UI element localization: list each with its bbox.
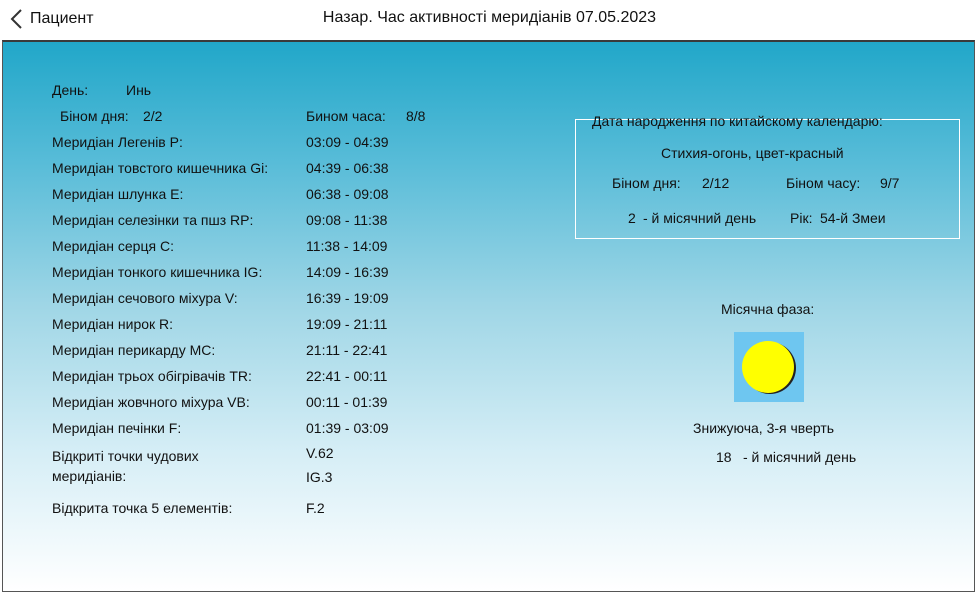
cc-binom-day-label: Біном дня: xyxy=(612,175,681,191)
meridian-time: 00:11 - 01:39 xyxy=(306,394,388,410)
binom-hour-value: 8/8 xyxy=(406,108,426,124)
binom-hour-label: Бином часа: xyxy=(306,108,386,124)
title-bar xyxy=(0,0,979,40)
meridian-name: Меридіан печінки F: xyxy=(52,420,182,436)
moon-icon xyxy=(734,332,804,402)
meridian-time: 11:38 - 14:09 xyxy=(306,238,388,254)
moon-phase-text: Знижуюча, 3-я чверть xyxy=(693,420,835,436)
open-point-value: V.62 xyxy=(306,445,334,461)
open-points-label-cont: меридіанів: xyxy=(52,468,127,484)
meridian-name: Меридіан серця C: xyxy=(52,238,174,254)
meridian-name: Меридіан шлунка Е: xyxy=(52,186,184,202)
meridian-time: 21:11 - 22:41 xyxy=(306,342,388,358)
chinese-calendar-legend: Дата народження по китайскому календарю: xyxy=(592,113,883,129)
open-points-label: Відкриті точки чудових xyxy=(52,448,199,464)
cc-binom-day-value: 2/12 xyxy=(702,175,730,191)
binom-day-label: Біном дня: xyxy=(60,108,129,124)
main-panel xyxy=(2,40,975,592)
meridian-name: Меридіан жовчного міхура VB: xyxy=(52,394,250,410)
meridian-name: Меридіан перикарду MC: xyxy=(52,342,216,358)
meridian-time: 09:08 - 11:38 xyxy=(306,212,388,228)
meridian-name: Меридіан товстого кишечника Gi: xyxy=(52,160,269,176)
meridian-time: 16:39 - 19:09 xyxy=(306,290,389,306)
five-elements-label: Відкрита точка 5 елементів: xyxy=(52,500,233,516)
moon-lunar-day-suffix: - й місячний день xyxy=(743,449,857,465)
cc-lunar-day-suffix: - й місячний день xyxy=(643,210,757,226)
meridian-name: Меридіан тонкого кишечника IG: xyxy=(52,264,263,280)
meridian-time: 14:09 - 16:39 xyxy=(306,264,389,280)
meridian-time: 06:38 - 09:08 xyxy=(306,186,389,202)
moon-phase-image xyxy=(734,332,804,402)
moon-phase-label: Місячна фаза: xyxy=(721,301,815,317)
page-title: Назар. Час активності меридіанів 07.05.2023 xyxy=(322,9,657,26)
moon-lunar-day-number: 18 xyxy=(716,449,732,465)
element-text: Стихия-огонь, цвет-красный xyxy=(661,145,844,161)
day-label: День: xyxy=(52,82,89,98)
five-elements-value: F.2 xyxy=(306,500,325,516)
cc-year-label: Рік: xyxy=(790,210,813,226)
meridian-name: Меридіан трьох обігрівачів TR: xyxy=(52,368,252,384)
meridian-time: 01:39 - 03:09 xyxy=(306,420,389,436)
meridian-name: Меридіан нирок R: xyxy=(52,316,174,332)
cc-binom-hour-label: Біном часу: xyxy=(786,175,861,191)
cc-lunar-day-number: 2 xyxy=(628,210,636,226)
cc-binom-hour-value: 9/7 xyxy=(880,175,900,191)
binom-day-value: 2/2 xyxy=(143,108,163,124)
meridian-time: 04:39 - 06:38 xyxy=(306,160,389,176)
cc-year-value: 54-й Змеи xyxy=(820,210,886,226)
meridian-name: Меридіан сечового міхура V: xyxy=(52,290,238,306)
meridian-name: Меридіан селезінки та пшз RP: xyxy=(52,212,254,228)
back-button-label: Пациент xyxy=(30,10,94,27)
meridian-time: 03:09 - 04:39 xyxy=(306,134,389,150)
meridian-name: Меридіан Легенів P: xyxy=(52,134,183,150)
meridian-time: 22:41 - 00:11 xyxy=(306,368,388,384)
day-value: Инь xyxy=(126,82,152,98)
open-point-value: IG.3 xyxy=(306,469,333,485)
meridian-time: 19:09 - 21:11 xyxy=(306,316,388,332)
